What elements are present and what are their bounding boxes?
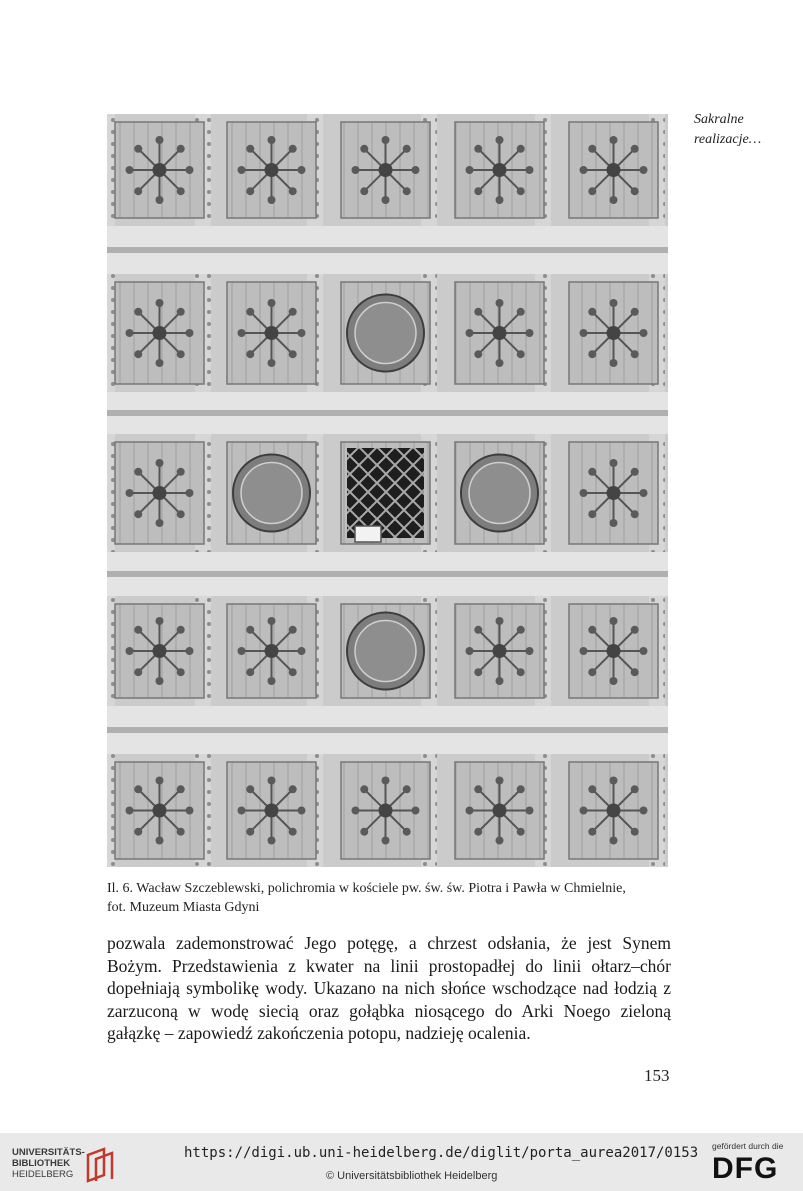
ornament-petal [610,459,618,467]
ornament-petal [134,828,142,836]
ornament-center [265,804,279,818]
ornament-petal [360,828,368,836]
ornament-petal [640,329,648,337]
ornament-petal [246,828,254,836]
ornament-petal [588,828,596,836]
ornament-petal [246,145,254,153]
ornament-petal [631,350,639,358]
page-number: 153 [644,1066,670,1085]
beam-groove [107,727,668,733]
ornament-petal [289,350,297,358]
ornament-petal [177,468,185,476]
ornament-petal [403,785,411,793]
ornament-petal [246,785,254,793]
ornament-petal [474,785,482,793]
ornament-petal [403,145,411,153]
ornament-center [153,804,167,818]
library-name-line-3: HEIDELBERG [12,1169,74,1180]
library-name-line-2: BIBLIOTHEK [12,1158,71,1169]
ornament-petal [268,136,276,144]
ceiling-post [107,114,115,226]
ceiling-photograph [107,114,668,867]
permalink-url[interactable]: https://digi.ub.uni-heidelberg.de/diglit/porta_aurea2017/0153 [184,1145,699,1161]
ornament-petal [640,807,648,815]
ornament-petal [610,196,618,204]
ornament-petal [360,785,368,793]
ornament-petal [496,196,504,204]
ornament-petal [517,350,525,358]
ornament-petal [588,626,596,634]
ornament-petal [126,647,134,655]
ornament-petal [588,468,596,476]
ornament-petal [298,647,306,655]
ornament-petal [126,329,134,337]
ornament-center [153,326,167,340]
ornament-petal [382,136,390,144]
ornament-petal [246,308,254,316]
ornament-petal [610,519,618,527]
ornament-petal [268,299,276,307]
ornament-petal [631,308,639,316]
ornament-petal [580,329,588,337]
footer-bar [0,1133,803,1191]
ornament-petal [156,299,164,307]
ornament-center [607,163,621,177]
copyright-notice: © Universitätsbibliothek Heidelberg [326,1170,498,1182]
ornament-petal [474,187,482,195]
medallion-inner [355,303,416,364]
ceiling-post [107,596,115,706]
ornament-petal [352,807,360,815]
ornament-petal [496,617,504,625]
ornament-petal [496,777,504,785]
ornament-petal [156,677,164,685]
ornament-petal [246,668,254,676]
ornament-petal [134,510,142,518]
ornament-petal [517,145,525,153]
ornament-petal [268,359,276,367]
ornament-petal [134,308,142,316]
ornament-petal [610,837,618,845]
sponsor-label: gefördert durch die [712,1141,784,1151]
ornament-petal [631,668,639,676]
ornament-petal [298,329,306,337]
body-paragraph: pozwala zademonstrować Jego potęgę, a chrzest odsłania, że jest Synem Bożym. Przedstawienia z kwater na linii prostopadłej do linii ołtarz–chór dopełniają symbolikę wody. Ukazano na nich słońce wschodzące nad łodzią z zarzuconą w wodę siecią oraz gołąbka niosącego do Arki Noego zieloną gałązkę – zapowiedź zakończenia potopu, nadzieję ocalenia. [107,933,671,1043]
library-name-line-1: UNIVERSITÄTS- [12,1147,85,1158]
running-head: Sakralne realizacje… [694,112,762,147]
ornament-petal [352,166,360,174]
beam-groove [107,410,668,416]
ornament-petal [517,187,525,195]
caption-line-2: fot. Muzeum Miasta Gdyni [107,900,260,915]
ornament-petal [134,668,142,676]
ornament-center [265,326,279,340]
dfg-logo[interactable]: DFG [712,1152,779,1185]
ornament-petal [186,647,194,655]
ornament-petal [588,308,596,316]
ornament-center [493,163,507,177]
ornament-petal [268,837,276,845]
ornament-petal [177,626,185,634]
ornament-petal [517,668,525,676]
ornament-center [153,486,167,500]
ornament-petal [289,785,297,793]
vent-grille [347,448,424,538]
ornament-petal [289,145,297,153]
ornament-petal [177,308,185,316]
ornament-petal [382,777,390,785]
ornament-petal [238,166,246,174]
ornament-center [265,163,279,177]
ornament-petal [134,145,142,153]
ornament-center [153,163,167,177]
ornament-petal [496,677,504,685]
medallion-inner [355,621,416,682]
ornament-petal [474,828,482,836]
beam-groove [107,571,668,577]
ornament-petal [466,329,474,337]
ornament-petal [496,299,504,307]
ornament-petal [640,166,648,174]
ornament-petal [360,145,368,153]
ornament-petal [177,350,185,358]
ornament-petal [186,489,194,497]
ornament-petal [526,807,534,815]
ornament-center [493,644,507,658]
ornament-petal [289,828,297,836]
ornament-center [493,804,507,818]
ornament-petal [610,136,618,144]
ornament-petal [403,187,411,195]
caption-line-1: Il. 6. Wacław Szczeblewski, polichromia w kościele pw. św. św. Piotra i Pawła w Chmielnie, [107,881,626,896]
ornament-petal [517,626,525,634]
ornament-petal [610,617,618,625]
ornament-petal [517,308,525,316]
ornament-petal [246,626,254,634]
ornament-petal [382,196,390,204]
ornament-petal [580,647,588,655]
ornament-petal [412,807,420,815]
ornament-petal [610,777,618,785]
ornament-petal [610,359,618,367]
ornament-petal [156,459,164,467]
ornament-petal [134,785,142,793]
ornament-petal [496,359,504,367]
ornament-petal [610,299,618,307]
ornament-center [153,644,167,658]
ornament-center [493,326,507,340]
ornament-petal [298,166,306,174]
ornament-petal [246,187,254,195]
ceiling-post [107,754,115,867]
ornament-center [607,486,621,500]
ornament-petal [466,647,474,655]
ornament-petal [156,837,164,845]
ornament-petal [186,807,194,815]
ornament-petal [289,308,297,316]
ornament-petal [134,626,142,634]
ornament-petal [268,677,276,685]
ornament-petal [631,187,639,195]
ornament-petal [631,468,639,476]
ornament-petal [156,519,164,527]
ornament-center [607,804,621,818]
ornament-petal [156,777,164,785]
light-fixture [355,526,381,542]
ornament-petal [580,489,588,497]
beam-groove [107,247,668,253]
ornament-petal [631,626,639,634]
ornament-petal [298,807,306,815]
ceiling-post [107,274,115,392]
ornament-petal [580,807,588,815]
ornament-petal [268,777,276,785]
ornament-petal [631,510,639,518]
ornament-petal [526,647,534,655]
ornament-petal [631,785,639,793]
ornament-petal [156,617,164,625]
ornament-petal [588,668,596,676]
ornament-petal [134,350,142,358]
ornament-petal [134,468,142,476]
ornament-petal [238,329,246,337]
ornament-petal [238,647,246,655]
ornament-petal [496,136,504,144]
ornament-petal [186,329,194,337]
ornament-petal [517,785,525,793]
ornament-petal [588,187,596,195]
ceiling-post [107,434,115,552]
ornament-petal [126,489,134,497]
ornament-petal [238,807,246,815]
ornament-center [379,804,393,818]
ornament-petal [474,350,482,358]
ornament-petal [474,145,482,153]
ornament-petal [126,166,134,174]
ornament-petal [156,196,164,204]
ornament-petal [177,187,185,195]
ornament-petal [474,626,482,634]
ornament-petal [177,785,185,793]
ornament-petal [526,166,534,174]
medallion-inner [241,463,302,524]
ornament-petal [466,166,474,174]
ornament-petal [588,510,596,518]
library-logo[interactable] [12,1145,122,1185]
ornament-petal [156,359,164,367]
ornament-petal [588,145,596,153]
ornament-petal [403,828,411,836]
figure-caption [107,879,687,917]
ornament-petal [640,647,648,655]
ornament-petal [268,196,276,204]
ceiling-illustration [107,114,668,867]
ornament-petal [474,308,482,316]
ornament-petal [631,145,639,153]
ornament-petal [382,837,390,845]
ornament-petal [360,187,368,195]
ornament-petal [177,828,185,836]
ornament-petal [156,136,164,144]
ornament-petal [177,145,185,153]
ornament-petal [289,668,297,676]
ornament-center [265,644,279,658]
ornament-petal [289,626,297,634]
ornament-petal [631,828,639,836]
ornament-petal [526,329,534,337]
ornament-petal [186,166,194,174]
ornament-petal [246,350,254,358]
ornament-petal [640,489,648,497]
ornament-petal [588,350,596,358]
medallion-inner [469,463,530,524]
ornament-petal [134,187,142,195]
ornament-center [607,644,621,658]
library-mark-icon [84,1145,122,1185]
ornament-petal [177,668,185,676]
ornament-petal [412,166,420,174]
library-name [12,1147,85,1180]
ornament-petal [580,166,588,174]
ornament-petal [268,617,276,625]
ornament-petal [610,677,618,685]
ornament-petal [177,510,185,518]
ornament-center [379,163,393,177]
ornament-petal [517,828,525,836]
ornament-petal [126,807,134,815]
ornament-petal [474,668,482,676]
ornament-petal [289,187,297,195]
ornament-center [607,326,621,340]
ornament-petal [496,837,504,845]
ornament-petal [466,807,474,815]
ornament-petal [588,785,596,793]
